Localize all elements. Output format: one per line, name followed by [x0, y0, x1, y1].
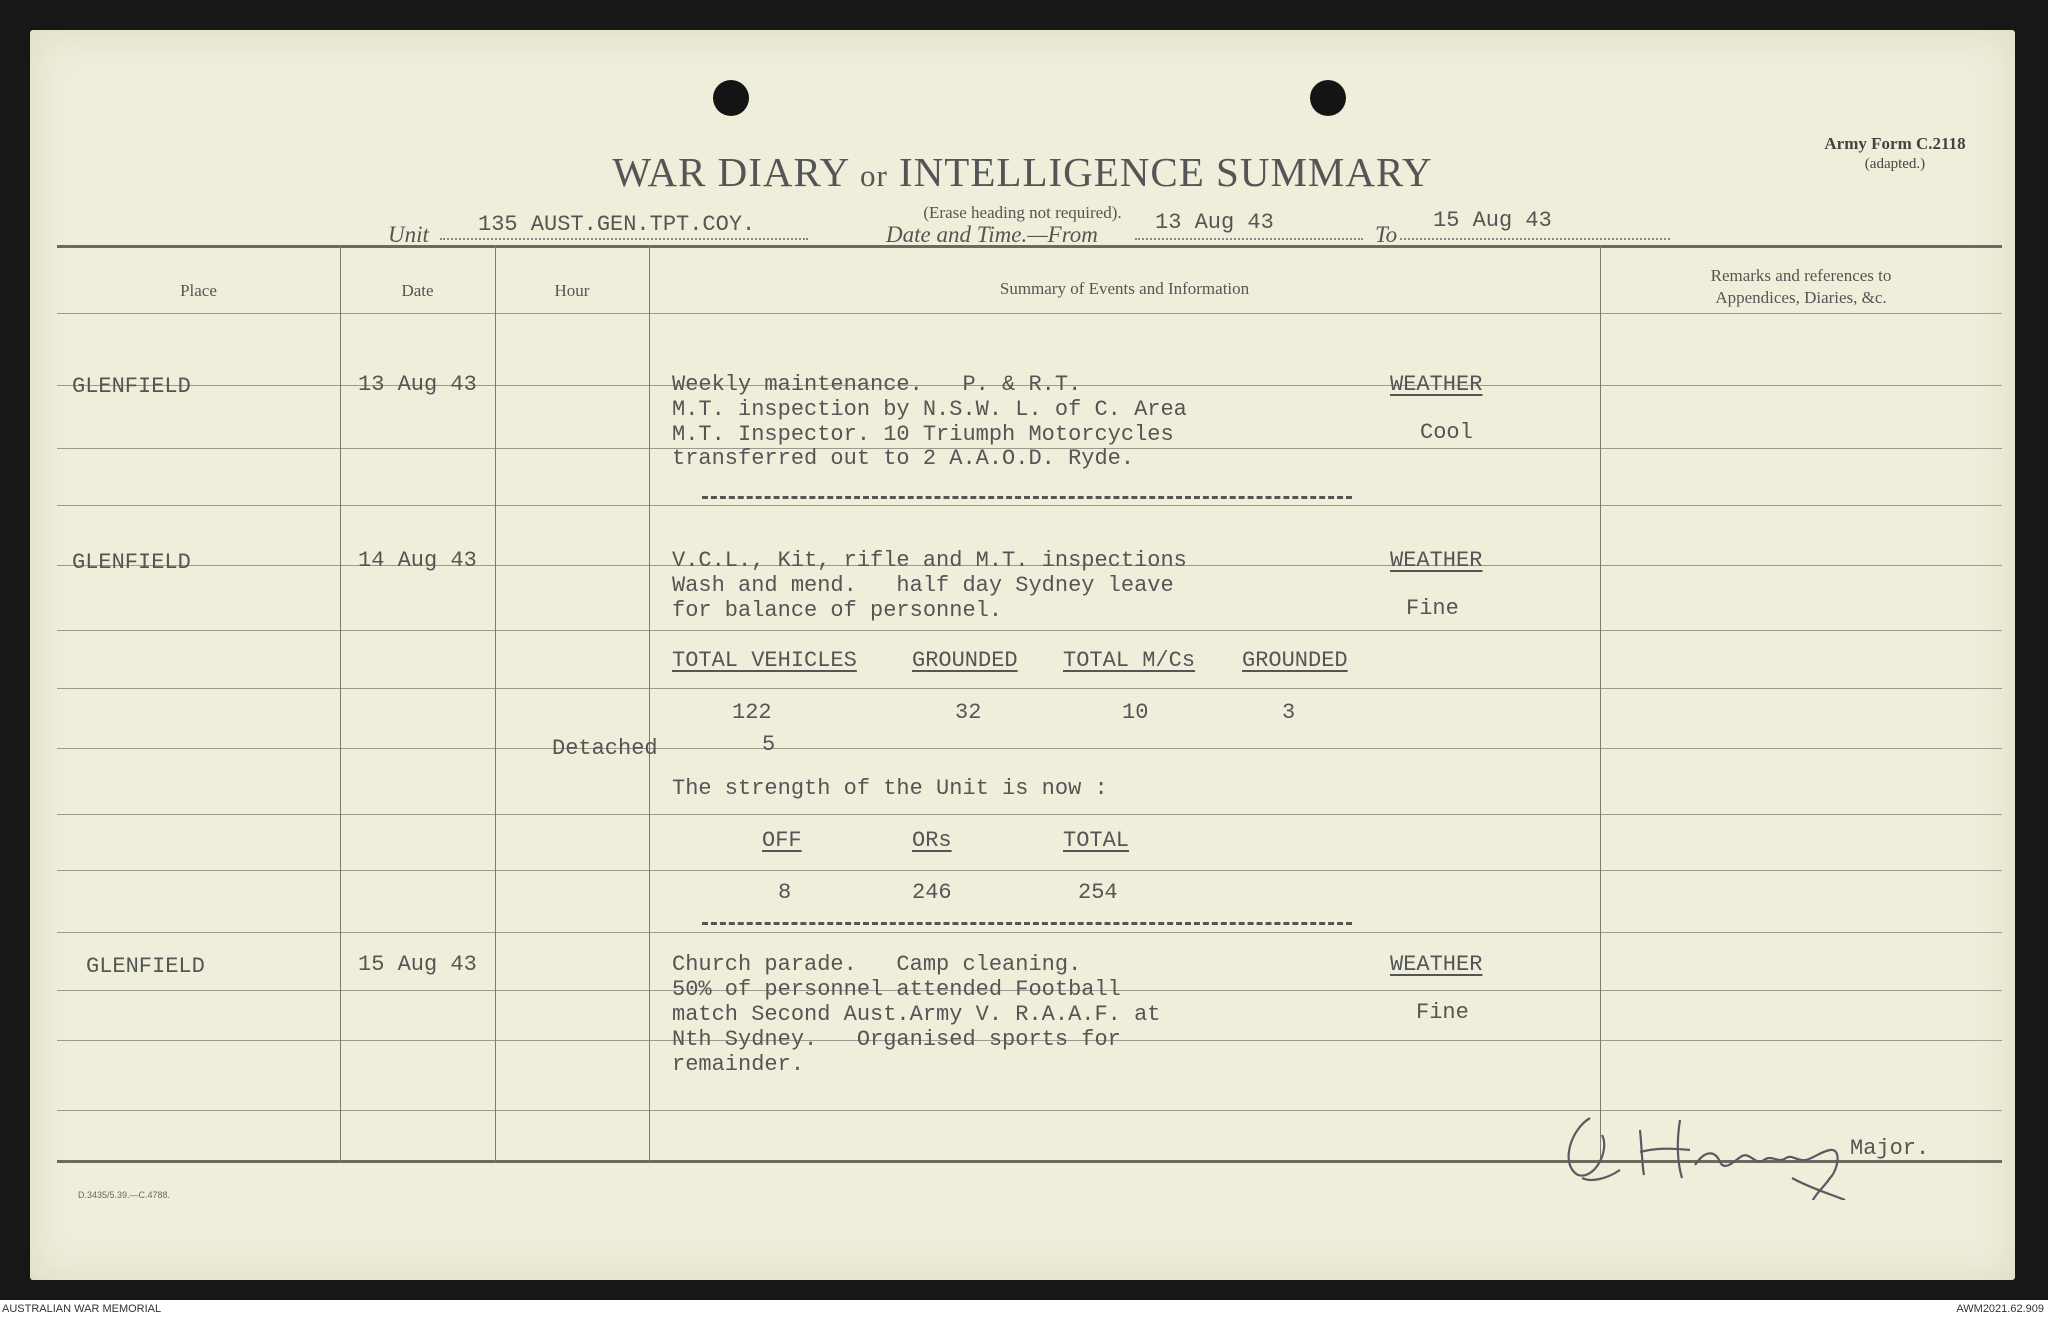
entry-date: 15 Aug 43 [358, 952, 477, 977]
table-top-border [57, 245, 2002, 248]
print-code: D.3435/5.39.—C.4788. [78, 1190, 171, 1200]
table-rule [57, 870, 2002, 871]
column-divider [495, 245, 496, 1162]
strength-header-total: TOTAL [1063, 828, 1130, 853]
vehicles-header-total: TOTAL VEHICLES [672, 648, 857, 673]
strength-total-value: 254 [1078, 880, 1118, 905]
strength-header-ors: ORs [912, 828, 952, 853]
col-hour: Hour [554, 281, 590, 300]
date-from-value: 13 Aug 43 [1155, 210, 1274, 235]
strength-ors-value: 246 [912, 880, 952, 905]
vehicles-grounded-value: 32 [955, 700, 982, 725]
table-header-border [57, 313, 2002, 314]
entry-line: Church parade. Camp cleaning. [672, 952, 1082, 977]
mcs-grounded-value: 3 [1282, 700, 1296, 725]
weather-label: WEATHER [1390, 548, 1483, 573]
entry-line: for balance of personnel. [672, 598, 1003, 623]
entry-line: Wash and mend. half day Sydney leave [672, 573, 1174, 598]
strength-intro: The strength of the Unit is now : [672, 776, 1108, 801]
entry-place: GLENFIELD [72, 550, 191, 575]
punch-hole [713, 80, 749, 116]
unit-dotline [440, 238, 808, 240]
table-rule [57, 688, 2002, 689]
table-rule [57, 748, 2002, 749]
table-rule [57, 814, 2002, 815]
table-rule [57, 630, 2002, 631]
unit-label: Unit [388, 222, 429, 247]
col-remarks [1600, 265, 2002, 309]
entry-line: remainder. [672, 1052, 805, 1077]
form-subtitle: (Erase heading not required). [923, 203, 1122, 222]
form-number [1795, 134, 1995, 174]
entry-date: 14 Aug 43 [358, 548, 477, 573]
vehicles-total-value: 122 [732, 700, 772, 725]
table-rule [57, 932, 2002, 933]
credit-left: AUSTRALIAN WAR MEMORIAL [2, 1303, 162, 1315]
detached-value: 5 [762, 732, 776, 757]
entry-line: M.T. inspection by N.S.W. L. of C. Area [672, 397, 1187, 422]
diary-page [30, 30, 2015, 1280]
weather-label: WEATHER [1390, 952, 1483, 977]
signature-rank: Major. [1850, 1136, 1930, 1161]
col-remarks-line2: Appendices, Diaries, &c. [1715, 288, 1887, 307]
entry-line: match Second Aust.Army V. R.A.A.F. at [672, 1002, 1161, 1027]
to-label: To [1375, 222, 1398, 247]
weather-label: WEATHER [1390, 372, 1483, 397]
title-war-diary: WAR DIARY [612, 149, 849, 195]
strength-off-value: 8 [778, 880, 792, 905]
title-intelligence-summary: INTELLIGENCE SUMMARY [899, 149, 1433, 195]
title-or: or [859, 158, 888, 193]
table-rule [57, 505, 2002, 506]
date-from-dotline [1135, 238, 1363, 240]
mcs-total-value: 10 [1122, 700, 1149, 725]
entry-separator [702, 496, 1352, 499]
detached-label: Detached [552, 736, 658, 761]
form-title [30, 148, 2015, 196]
entry-place: GLENFIELD [86, 954, 205, 979]
vehicles-header-mcs-grounded: GROUNDED [1242, 648, 1348, 673]
date-to-dotline [1400, 238, 1670, 240]
vehicles-header-total-mcs: TOTAL M/Cs [1063, 648, 1196, 673]
entry-line: V.C.L., Kit, rifle and M.T. inspections [672, 548, 1187, 573]
col-place: Place [180, 281, 217, 300]
entry-line: M.T. Inspector. 10 Triumph Motorcycles [672, 422, 1174, 447]
vehicles-header-grounded: GROUNDED [912, 648, 1018, 673]
entry-line: 50% of personnel attended Football [672, 977, 1121, 1002]
entry-separator [702, 922, 1352, 925]
weather-value: Fine [1406, 596, 1459, 621]
col-remarks-line1: Remarks and references to [1710, 266, 1892, 285]
date-to-value: 15 Aug 43 [1433, 208, 1552, 233]
entry-date: 13 Aug 43 [358, 372, 477, 397]
form-adapted: (adapted.) [1864, 156, 1926, 172]
column-divider [340, 245, 341, 1162]
entry-line: Weekly maintenance. P. & R.T. [672, 372, 1082, 397]
form-number-text: Army Form C.2118 [1824, 134, 1966, 153]
strength-header-off: OFF [762, 828, 802, 853]
unit-value: 135 AUST.GEN.TPT.COY. [478, 212, 756, 237]
entry-line: Nth Sydney. Organised sports for [672, 1027, 1121, 1052]
col-date: Date [401, 281, 434, 300]
column-divider [649, 245, 650, 1162]
punch-hole [1310, 80, 1346, 116]
entry-line: transferred out to 2 A.A.O.D. Ryde. [672, 446, 1135, 471]
date-label: Date and Time.—From [886, 222, 1098, 247]
weather-value: Cool [1420, 420, 1473, 445]
weather-value: Fine [1416, 1000, 1469, 1025]
entry-place: GLENFIELD [72, 374, 191, 399]
col-summary: Summary of Events and Information [999, 279, 1250, 298]
column-divider [1600, 245, 1601, 1162]
credit-right: AWM2021.62.909 [1956, 1303, 2044, 1315]
